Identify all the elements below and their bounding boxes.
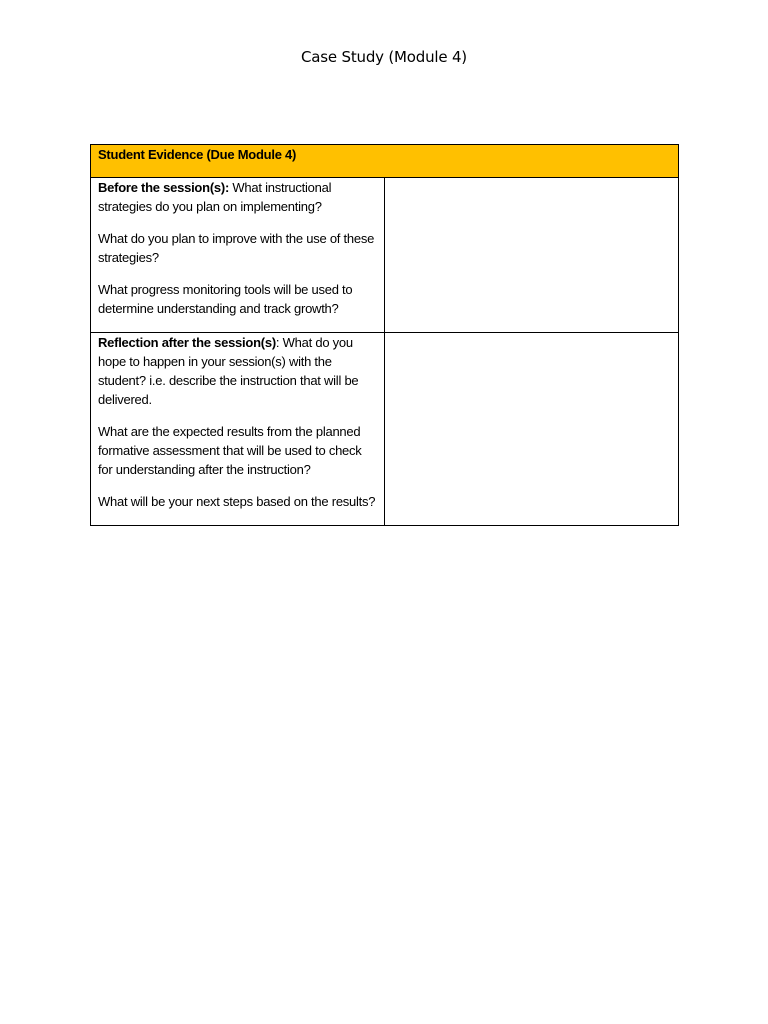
- before-session-q3: What progress monitoring tools will be used to determine understanding and track growth?: [98, 282, 353, 316]
- table-header-row: [91, 145, 679, 178]
- before-session-lead-rest: What instructional strategies do you plan on implementing?: [98, 180, 332, 214]
- before-session-q2: What do you plan to improve with the use of these strategies?: [98, 231, 375, 265]
- after-session-prompt-cell: [91, 333, 385, 526]
- after-session-q2: What are the expected results from the planned formative assessment that will be used to check for understanding after the instruction?: [98, 424, 362, 477]
- student-evidence-table: [90, 144, 679, 526]
- after-session-q3: What will be your next steps based on the results?: [98, 494, 376, 509]
- before-session-q1: [98, 178, 378, 216]
- before-session-prompt-cell: [91, 178, 385, 333]
- table-header-label: Student Evidence (Due Module 4): [98, 147, 297, 162]
- after-session-response-cell[interactable]: [385, 333, 679, 526]
- before-session-row: [91, 178, 679, 333]
- after-session-row: [91, 333, 679, 526]
- after-session-lead: Reflection after the session(s): [98, 335, 276, 350]
- table-header-cell: [91, 145, 679, 178]
- after-session-q1: [98, 333, 378, 409]
- before-session-response-cell[interactable]: [385, 178, 679, 333]
- page-title: Case Study (Module 4): [301, 48, 467, 66]
- after-session-lead-rest: : What do you hope to happen in your session(s) with the student? i.e. describe the instruction that will be delivered.: [98, 335, 359, 407]
- before-session-lead: Before the session(s):: [98, 180, 230, 195]
